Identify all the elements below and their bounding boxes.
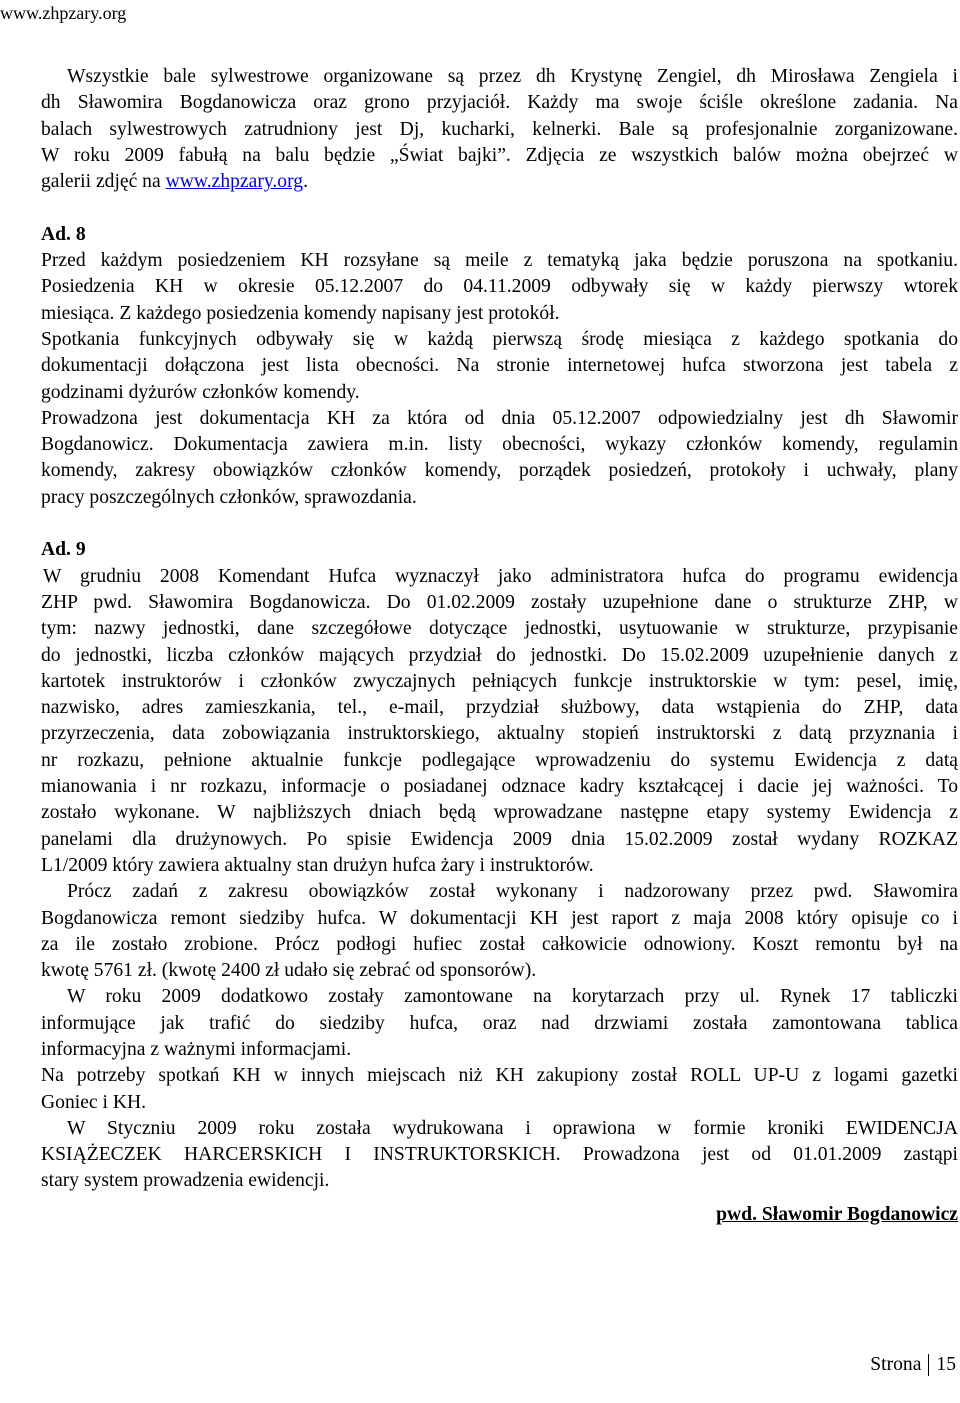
text-line: KSIĄŻECZEK HARCERSKICH I INSTRUKTORSKICH. Prowadzona jest od 01.01.2009 zastąpi: [41, 1144, 958, 1166]
section-ad-9: [41, 537, 958, 1194]
text-line: Prócz zadań z zakresu obowiązków został wykonany i nadzorowany przez pwd. Sławomira: [67, 881, 958, 903]
text-line: zostało wykonane. W najbliższych dniach będą wprowadzane następne etapy systemy Ewidencja z: [41, 802, 958, 824]
text-line: Bogdanowicz. Dokumentacja zawiera m.in. listy obecności, wykazy członków komendy, regulamin: [41, 434, 958, 456]
text-fragment: .: [303, 171, 308, 193]
text-line: dokumentacji dołączona jest lista obecności. Na stronie internetowej hufca stworzona jest tabela z: [41, 355, 958, 377]
text-line: przyrzeczenia, data zobowiązania instruktorskiego, aktualny stopień instruktorski z datą przyznania i: [41, 723, 958, 745]
text-line: W roku 2009 dodatkowo zostały zamontowane na korytarzach przy ul. Rynek 17 tabliczki: [67, 986, 958, 1008]
footer-divider: [928, 1354, 929, 1376]
text-line: Na potrzeby spotkań KH w innych miejscach niż KH zakupiony został ROLL UP-U z logami gazetki: [41, 1065, 958, 1087]
text-line: mianowania i nr rozkazu, informacje o posiadanej odznace kadry kształcącej i dacie jej ważności. To: [41, 776, 958, 798]
text-line: nr rozkazu, pełnione aktualnie funkcje podlegające wprowadzeniu do systemu Ewidencja z datą: [41, 749, 958, 771]
text-line: W roku 2009 fabułą na balu będzie „Świat bajki”. Zdjęcia ze wszystkich balów można obejrzeć w: [41, 144, 958, 166]
text-line: ZHP pwd. Sławomira Bogdanowicza. Do 01.02.2009 zostały uzupełnione dane o strukturze ZHP, w: [41, 591, 958, 613]
text-line: [41, 169, 958, 195]
text-line: W grudniu 2008 Komendant Hufca wyznaczył jako administratora hufca do programu ewidencja: [43, 565, 958, 587]
text-line: za ile zostało zrobione. Prócz podłogi hufiec został całkowicie odnowiony. Koszt remontu był na: [41, 933, 958, 955]
page-footer: [870, 1353, 956, 1377]
paragraph-balls: [41, 64, 958, 195]
spacer: [41, 195, 958, 221]
text-line: kartotek instruktorów i członków zwyczajnych pełniących funkcje instruktorskie w tym: pesel, imię,: [41, 670, 958, 692]
spacer: [41, 511, 958, 537]
site-header: www.zhpzary.org: [0, 3, 127, 23]
section-heading: Ad. 8: [41, 223, 86, 245]
document-body: [41, 64, 958, 1228]
section-heading: Ad. 9: [41, 539, 86, 561]
text-line: Spotkania funkcyjnych odbywały się w każdą pierwszą środę miesiąca z każdego spotkania do: [41, 328, 958, 350]
text-line: komendy, zakresy obowiązków członków komendy, porządek posiedzeń, protokoły i uchwały, plany: [41, 460, 958, 482]
text-line: Wszystkie bale sylwestrowe organizowane są przez dh Krystynę Zengiel, dh Mirosława Zengiela i: [67, 66, 958, 87]
text-line: Goniec i KH.: [41, 1091, 147, 1113]
text-line: pracy poszczególnych członków, sprawozdania.: [41, 486, 417, 508]
text-line: balach sylwestrowych zatrudniony jest Dj, kucharki, kelnerki. Bale są profesjonalnie zorganizowane.: [41, 118, 958, 140]
text-line: godzinami dyżurów członków komendy.: [41, 381, 360, 403]
text-line: do jednostki, liczba członków mających przydział do jednostki. Do 15.02.2009 uzupełnienie danych z: [41, 644, 958, 666]
text-fragment: galerii zdjęć na: [41, 171, 166, 193]
page-number: 15: [936, 1354, 956, 1375]
section-ad-8: [41, 222, 958, 511]
text-line: Przed każdym posiedzeniem KH rozsyłane są meile z tematyką jaka będzie poruszona na spotkaniu.: [41, 250, 958, 272]
text-line: dh Sławomira Bogdanowicza oraz grono przyjaciół. Każdy ma swoje ściśle określone zadania. Na: [41, 92, 958, 114]
text-line: Bogdanowicza remont siedziby hufca. W dokumentacji KH jest raport z maja 2008 który opisuje co i: [41, 907, 958, 929]
text-line: L1/2009 który zawiera aktualny stan drużyn hufca żary i instruktorów.: [41, 854, 594, 876]
text-line: Prowadzona jest dokumentacja KH za która od dnia 05.12.2007 odpowiedzialny jest dh Sławomir: [41, 407, 958, 429]
page-label: Strona: [870, 1354, 922, 1375]
website-link[interactable]: www.zhpzary.org: [165, 171, 304, 193]
text-line: informujące jak trafić do siedziby hufca, oraz nad drzwiami została zamontowana tablica: [41, 1012, 958, 1034]
text-line: tym: nazwy jednostki, dane szczegółowe dotyczące jednostki, usytuowanie w strukturze, przypisanie: [41, 618, 958, 640]
text-line: informacyjna z ważnymi informacjami.: [41, 1038, 352, 1060]
text-line: Posiedzenia KH w okresie 05.12.2007 do 04.11.2009 odbywały się w każdy pierwszy wtorek: [41, 276, 958, 298]
text-line: miesiąca. Z każdego posiedzenia komendy napisany jest protokół.: [41, 302, 560, 324]
text-line: kwotę 5761 zł. (kwotę 2400 zł udało się zebrać od sponsorów).: [41, 960, 537, 982]
signature: pwd. Sławomir Bogdanowicz: [716, 1203, 958, 1225]
text-line: W Styczniu 2009 roku została wydrukowana i oprawiona w formie kroniki EWIDENCJA: [67, 1117, 958, 1139]
text-line: stary system prowadzenia ewidencji.: [41, 1170, 330, 1192]
text-line: panelami dla drużynowych. Po spisie Ewidencja 2009 dnia 15.02.2009 został wydany ROZKAZ: [41, 828, 958, 850]
text-line: nazwisko, adres zamieszkania, tel., e-mail, przydział służbowy, data wstąpienia do ZHP, data: [41, 697, 958, 719]
